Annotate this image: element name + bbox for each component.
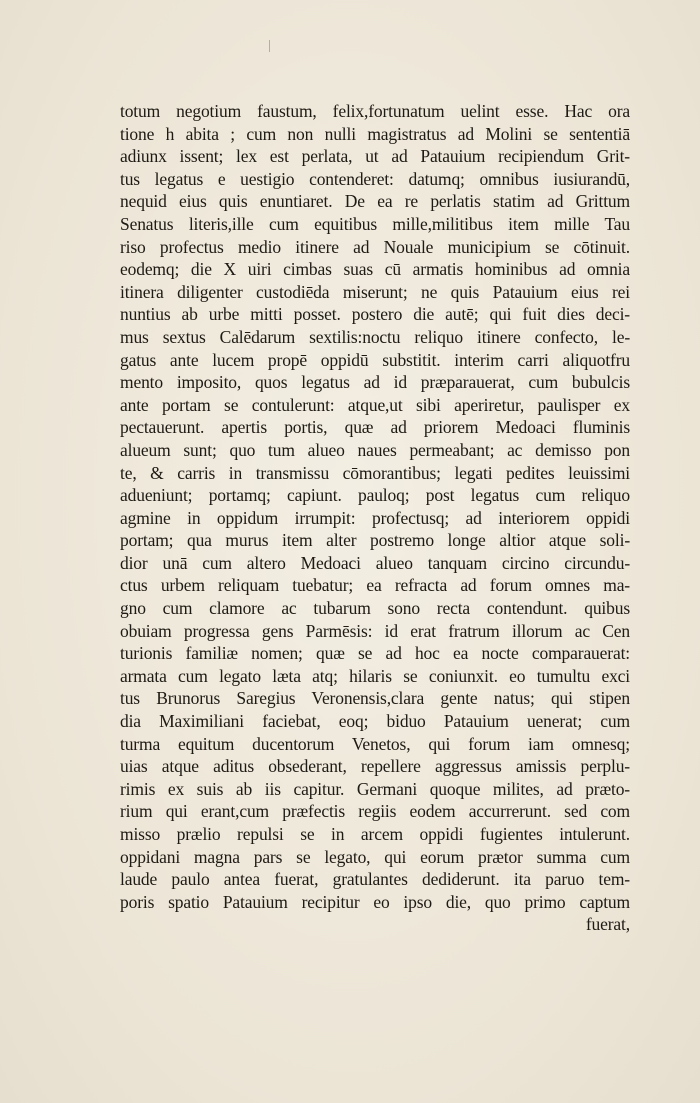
- text-line: dia Maximiliani faciebat, eoq; biduo Patauium uenerat; cum: [120, 711, 630, 732]
- text-line: ante portam se contulerunt: atque,ut sibi aperiretur, paulisper ex: [120, 394, 630, 415]
- text-line: totum negotium faustum, felix,fortunatum uelint esse. Hac ora: [120, 101, 630, 121]
- text-line: turma equitum ducentorum Venetos, qui forum iam omnesq;: [120, 733, 630, 754]
- text-line: oppidani magna pars se legato, qui eorum prætor summa cum: [120, 846, 630, 867]
- text-line: eodemq; die X uiri cimbas suas cū armatis hominibus ad omnia: [120, 259, 630, 280]
- text-line: mus sextus Calēdarum sextilis:noctu reliquo itinere confecto, le-: [120, 326, 630, 347]
- text-line: dior unā cum altero Medoaci alueo tanquam circino circundu-: [120, 552, 630, 573]
- text-line: rium qui erant,cum præfectis regiis eodem accurrerunt. sed com: [120, 801, 630, 822]
- text-line: riso profectus medio itinere ad Nouale municipium se cōtinuit.: [120, 236, 630, 257]
- text-line: gno cum clamore ac tubarum sono recta contendunt. quibus: [120, 598, 630, 619]
- text-line: agmine in oppidum irrumpit: profectusq; ad interiorem oppidi: [120, 507, 630, 528]
- text-line: tus legatus e uestigio contenderet: datumq; omnibus iusiurandū,: [120, 168, 630, 189]
- text-line: nuntius ab urbe mitti posset. postero die autē; qui fuit dies deci-: [120, 304, 630, 325]
- text-line: ctus urbem reliquam tuebatur; ea refracta ad forum omnes ma-: [120, 575, 630, 596]
- text-line: poris spatio Patauium recipitur eo ipso die, quo primo captum: [120, 891, 630, 912]
- text-block: [120, 100, 630, 936]
- text-line: armata cum legato læta atq; hilaris se coniunxit. eo tumultu exci: [120, 665, 630, 686]
- text-line: te, & carris in transmissu cōmorantibus; legati pedites leuissimi: [120, 462, 630, 483]
- text-line: mento imposito, quos legatus ad id præparauerat, cum bubulcis: [120, 372, 630, 393]
- text-line: nequid eius quis enuntiaret. De ea re perlatis statim ad Grittum: [120, 191, 630, 212]
- text-line: uias atque aditus obsederant, repellere aggressus amissis perplu-: [120, 756, 630, 777]
- text-line: adiunx issent; lex est perlata, ut ad Patauium recipiendum Grit-: [120, 146, 630, 167]
- text-line: obuiam progressa gens Parmēsis: id erat fratrum illorum ac Cen: [120, 620, 630, 641]
- text-line: adueniunt; portamq; capiunt. pauloq; post legatus cum reliquo: [120, 485, 630, 506]
- text-line: itinera diligenter custodiēda miserunt; ne quis Patauium eius rei: [120, 281, 630, 302]
- text-line: gatus ante lucem propē oppidū substitit. interim carri aliquotfru: [120, 349, 630, 370]
- text-line: pectauerunt. apertis portis, quæ ad priorem Medoaci fluminis: [120, 417, 630, 438]
- text-line: alueum sunt; quo tum alueo naues permeabant; ac demisso pon: [120, 439, 630, 460]
- catchword: fuerat,: [585, 914, 630, 935]
- text-line: laude paulo antea fuerat, gratulantes dediderunt. ita paruo tem-: [120, 869, 630, 890]
- text-line: tus Brunorus Saregius Veronensis,clara gente natus; qui stipen: [120, 688, 630, 709]
- text-line: tione h abita ; cum non nulli magistratus ad Molini se sententiā: [120, 123, 630, 144]
- text-line: portam; qua murus item alter postremo longe altior atque soli-: [120, 530, 630, 551]
- text-line: rimis ex suis ab iis capitur. Germani quoque milites, ad præto-: [120, 778, 630, 799]
- text-line: Senatus literis,ille cum equitibus mille,militibus item mille Tau: [120, 213, 630, 234]
- page-speck: [269, 40, 270, 52]
- text-line: misso prælio repulsi se in arcem oppidi fugientes intulerunt.: [120, 824, 630, 844]
- text-line: turionis familiæ nomen; quæ se ad hoc ea nocte comparauerat:: [120, 643, 630, 664]
